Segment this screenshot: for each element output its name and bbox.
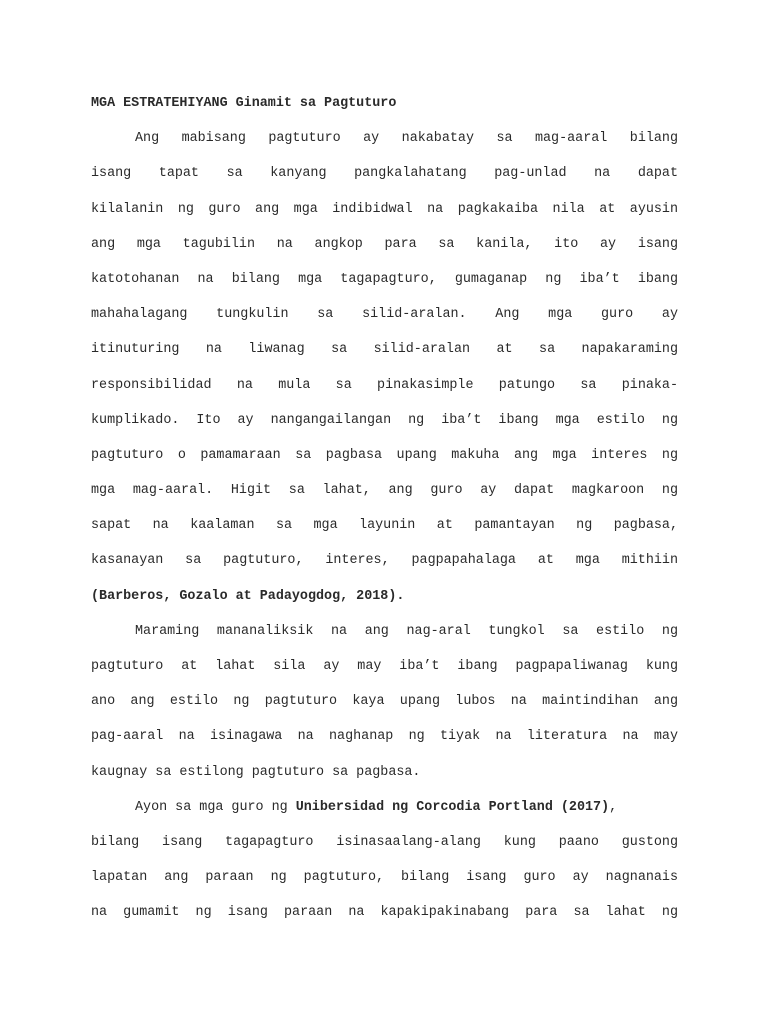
paragraph-1-line: mga mag-aaral. Higit sa lahat, ang guro ay dapat magkaroon ng	[91, 483, 678, 499]
paragraph-3-line: lapatan ang paraan ng pagtuturo, bilang isang guro ay nagnanais	[91, 870, 678, 886]
paragraph-1-line: isang tapat sa kanyang pangkalahatang pag-unlad na dapat	[91, 166, 678, 182]
document-body	[91, 86, 678, 931]
paragraph-1-line: sapat na kaalaman sa mga layunin at pamantayan ng pagbasa,	[91, 518, 678, 534]
paragraph-2-line: pag-aaral na isinagawa na naghanap ng tiyak na literatura na may	[91, 729, 678, 745]
paragraph-2-line: kaugnay sa estilong pagtuturo sa pagbasa.	[91, 764, 421, 780]
paragraph-2-line: Maraming mananaliksik na ang nag-aral tungkol sa estilo ng	[135, 623, 678, 639]
paragraph-3-first-line	[91, 790, 678, 825]
paragraph-1-citation: (Barberos, Gozalo at Padayogdog, 2018).	[91, 588, 405, 604]
paragraph-1-line: ang mga tagubilin na angkop para sa kanila, ito ay isang	[91, 236, 678, 252]
document-title	[91, 86, 678, 121]
paragraph-1-line: katotohanan na bilang mga tagapagturo, gumaganap ng iba’t ibang	[91, 271, 678, 287]
title-bold-part: MGA ESTRATEHIYANG	[91, 96, 228, 111]
paragraph-3-lead-end: ,	[609, 799, 618, 815]
paragraph-1-line: kilalanin ng guro ang mga indibidwal na pagkakaiba nila at ayusin	[91, 201, 678, 217]
paragraph-3-citation: Unibersidad ng Corcodia Portland (2017)	[295, 799, 610, 815]
paragraph-1-line: kumplikado. Ito ay nangangailangan ng iba’t ibang mga estilo ng	[91, 412, 678, 428]
paragraph-1-line: itinuturing na liwanag sa silid-aralan at sa napakaraming	[91, 342, 678, 358]
title-rest-part: Ginamit sa Pagtuturo	[227, 96, 397, 111]
paragraph-2-line: ano ang estilo ng pagtuturo kaya upang lubos na maintindihan ang	[91, 694, 678, 710]
paragraph-3-line: bilang isang tagapagturo isinasaalang-alang kung paano gustong	[91, 834, 678, 850]
paragraph-1-line: kasanayan sa pagtuturo, interes, pagpapahalaga at mga mithiin	[91, 553, 678, 569]
paragraph-1-line: pagtuturo o pamamaraan sa pagbasa upang makuha ang mga interes ng	[91, 447, 678, 463]
paragraph-1-line: mahahalagang tungkulin sa silid-aralan. Ang mga guro ay	[91, 307, 678, 323]
paragraph-3-line: na gumamit ng isang paraan na kapakipakinabang para sa lahat ng	[91, 905, 678, 921]
paragraph-2-line: pagtuturo at lahat sila ay may iba’t ibang pagpapaliwanag kung	[91, 659, 678, 674]
paragraph-1-line: responsibilidad na mula sa pinakasimple patungo sa pinaka-	[91, 377, 678, 393]
paragraph-3-lead: Ayon sa mga guro ng	[135, 799, 296, 815]
paragraph-1-line: Ang mabisang pagtuturo ay nakabatay sa mag-aaral bilang	[135, 131, 678, 147]
